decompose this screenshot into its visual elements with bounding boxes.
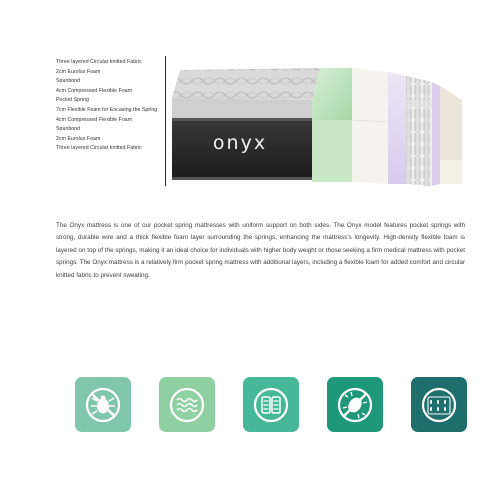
brand-logo: onyx <box>212 132 268 154</box>
anti-bacterial-icon <box>335 385 375 425</box>
layer-label: Pocket Spring <box>56 97 89 104</box>
breathable-fabric-icon <box>167 385 207 425</box>
layer-label: Three layered Circular knitted Fabric <box>56 59 142 65</box>
mattress-cutaway-image <box>170 60 465 190</box>
layer-label: Spunbond <box>56 78 81 85</box>
layer-label: Spunbond <box>56 126 81 133</box>
layer-label: 7cm Flexible Foam for Encasing the Spring <box>56 106 158 113</box>
pocket-spring-icon <box>251 385 291 425</box>
layer-list <box>56 58 164 154</box>
layer-label: 2cm Eurolux Foam <box>56 68 101 75</box>
feature-icons <box>75 377 467 432</box>
layer-label: 2cm Eurolux Foam <box>56 135 101 142</box>
product-description: The Onyx mattress is one of our pocket spring mattresses with uniform support on both sides. The Onyx model features pocket springs with strong, durable wire and a thick flexible foam layer surrounding the springs, enhancing the mattress's longevity. High-density flexible foam is layered on top of the springs, making it an ideal choice for individuals with higher body weight or those seeking a firm medical mattress with pocket springs. The Onyx mattress is a relatively firm pocket spring mattress with additional layers, including a flexible foam for added comfort and circular knitted fabric to prevent sweating. <box>56 222 465 279</box>
layer-label: 4cm Compressed Flexible Foam <box>56 116 133 123</box>
feature-tile-anti-mite <box>75 377 131 432</box>
layer-label: Three layered Circular knitted Fabric <box>56 145 142 152</box>
layer-divider <box>165 56 166 186</box>
feature-tile-spring-layout <box>411 377 467 432</box>
layer-label: 4cm Compressed Flexible Foam <box>56 87 133 94</box>
feature-tile-breathable <box>159 377 215 432</box>
spring-layout-icon <box>419 385 459 425</box>
feature-tile-pocket-spring <box>243 377 299 432</box>
feature-tile-anti-bacterial <box>327 377 383 432</box>
anti-mite-icon <box>83 385 123 425</box>
